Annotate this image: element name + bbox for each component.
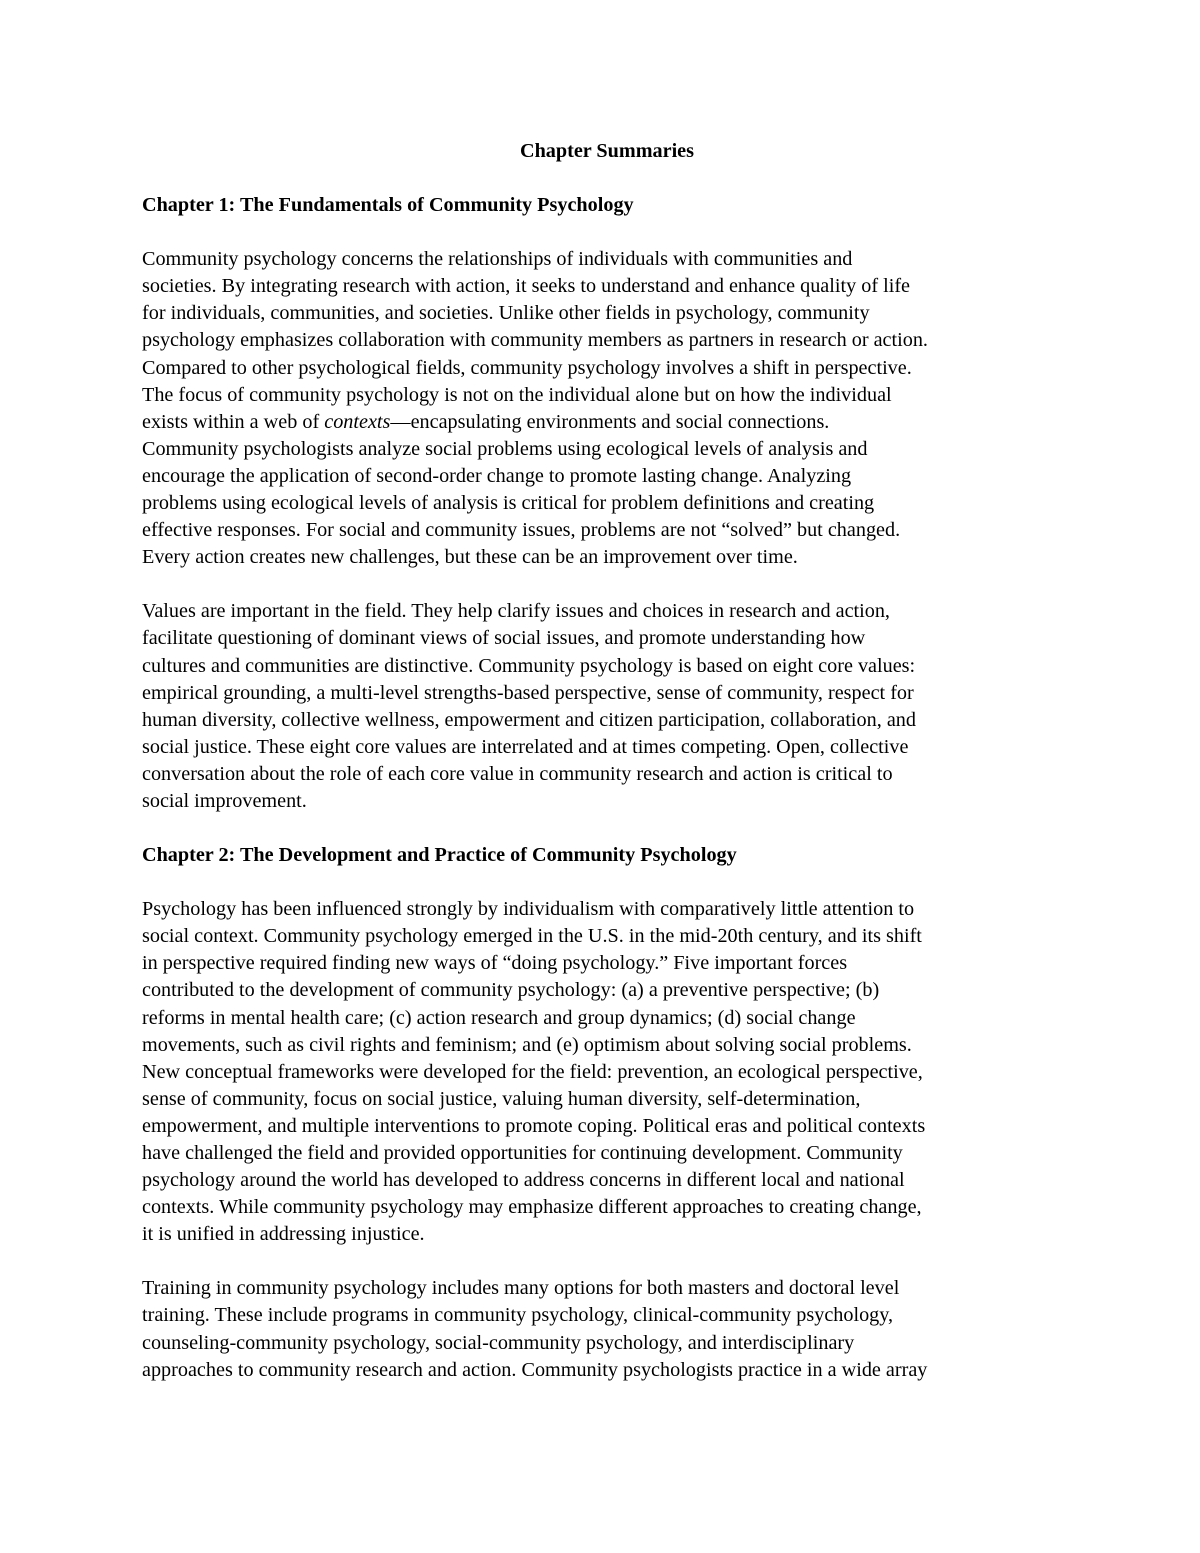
text-line: effective responses. For social and community issues, problems are not “solved” but changed. [142, 519, 901, 542]
chapter-2-paragraph-1 [142, 896, 1072, 1248]
text-line: Every action creates new challenges, but these can be an improvement over time. [142, 546, 798, 569]
text-line: encourage the application of second-order change to promote lasting change. Analyzing [142, 464, 852, 487]
text-line: social context. Community psychology emerged in the U.S. in the mid-20th century, and its shift [142, 925, 922, 948]
text-line: cultures and communities are distinctive. Community psychology is based on eight core values: [142, 654, 916, 677]
text-line: Training in community psychology includes many options for both masters and doctoral level [142, 1277, 900, 1300]
text-line: social improvement. [142, 789, 307, 812]
text-line: The focus of community psychology is not on the individual alone but on how the individual [142, 383, 892, 406]
document-title: Chapter Summaries [519, 140, 695, 162]
text-line: have challenged the field and provided opportunities for continuing development. Community [142, 1142, 903, 1164]
text-segment: —encapsulating environments and social connections. [390, 410, 830, 433]
chapter-2-paragraph-2 [142, 1275, 1072, 1383]
text-line: Community psychologists analyze social problems using ecological levels of analysis and [142, 437, 868, 460]
chapter-1-paragraph-2 [142, 598, 1072, 815]
text-line: human diversity, collective wellness, empowerment and citizen participation, collaboration, and [142, 708, 916, 731]
text-line: it is unified in addressing injustice. [142, 1223, 425, 1246]
text-line: training. These include programs in community psychology, clinical-community psychology, [142, 1304, 894, 1327]
text-line: societies. By integrating research with action, it seeks to understand and enhance quality of life [142, 275, 911, 298]
text-line: reforms in mental health care; (c) action research and group dynamics; (d) social change [142, 1006, 856, 1029]
text-line: movements, such as civil rights and feminism; and (e) optimism about solving social problems. [142, 1033, 912, 1056]
text-line: contexts. While community psychology may emphasize different approaches to creating change, [142, 1196, 922, 1219]
text-line: Psychology has been influenced strongly by individualism with comparatively little attention to [142, 898, 915, 921]
text-line: empowerment, and multiple interventions to promote coping. Political eras and political contexts [142, 1114, 926, 1137]
text-line: psychology emphasizes collaboration with community members as partners in research or action. [142, 329, 928, 352]
chapter-2-heading: Chapter 2: The Development and Practice of Community Psychology [142, 844, 737, 867]
chapter-1-paragraph-1 [142, 246, 1072, 571]
text-line: social justice. These eight core values are interrelated and at times competing. Open, collective [142, 735, 909, 758]
text-line: in perspective required finding new ways of “doing psychology.” Five important forces [142, 952, 848, 975]
text-line: psychology around the world has developed to address concerns in different local and national [142, 1169, 905, 1192]
text-line-with-emphasis [142, 409, 1072, 436]
text-line: sense of community, focus on social justice, valuing human diversity, self-determination, [142, 1087, 861, 1110]
emphasized-term: contexts [324, 410, 391, 433]
text-line: Compared to other psychological fields, community psychology involves a shift in perspective. [142, 356, 912, 379]
text-line: problems using ecological levels of analysis is critical for problem definitions and creating [142, 492, 875, 515]
text-line: empirical grounding, a multi-level strengths-based perspective, sense of community, respect for [142, 681, 914, 704]
text-line: conversation about the role of each core value in community research and action is critical to [142, 762, 893, 785]
text-segment: exists within a web of [142, 410, 325, 433]
text-line: Community psychology concerns the relationships of individuals with communities and [142, 248, 853, 271]
text-line: contributed to the development of community psychology: (a) a preventive perspective; (b) [142, 979, 880, 1002]
text-line: counseling-community psychology, social-community psychology, and interdisciplinary [142, 1331, 855, 1354]
text-line: Values are important in the field. They help clarify issues and choices in research and action, [142, 600, 890, 623]
text-line: approaches to community research and action. Community psychologists practice in a wide array [142, 1358, 928, 1381]
text-line: for individuals, communities, and societies. Unlike other fields in psychology, community [142, 302, 870, 325]
document-page [142, 138, 1072, 1411]
chapter-1-heading: Chapter 1: The Fundamentals of Community Psychology [142, 194, 634, 217]
text-line: New conceptual frameworks were developed for the field: prevention, an ecological perspective, [142, 1060, 923, 1083]
text-line: facilitate questioning of dominant views of social issues, and promote understanding how [142, 627, 866, 650]
